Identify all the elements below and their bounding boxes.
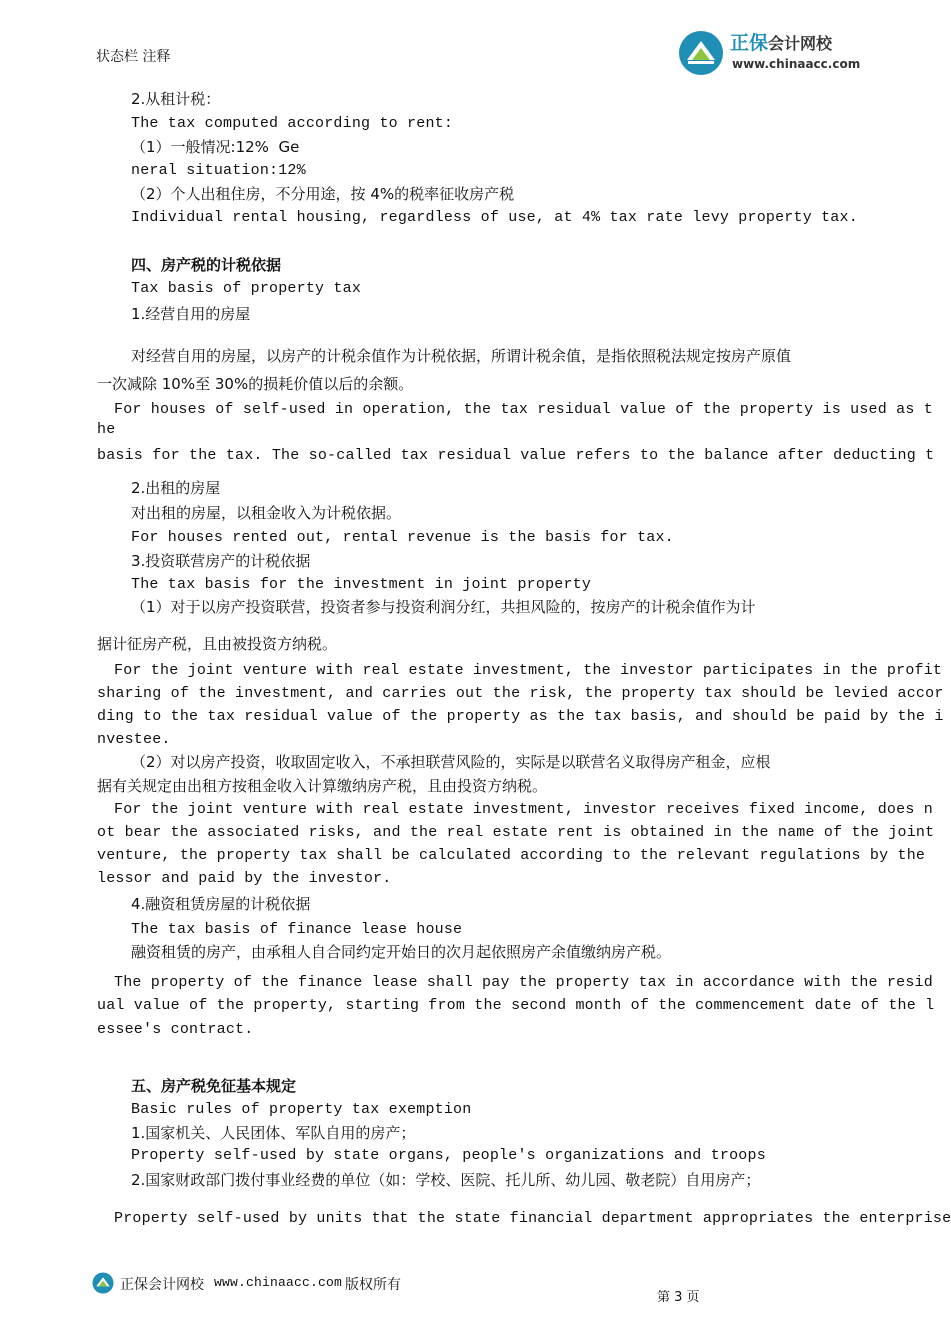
paragraph-zh: （2）个人出租住房，不分用途，按 4%的税率征收房产税	[131, 185, 515, 203]
footer-url[interactable]: www.chinaacc.com	[214, 1275, 343, 1290]
subsection-heading: 2.出租的房屋	[131, 479, 221, 497]
paragraph-en: The tax basis for the investment in joint property	[131, 576, 592, 593]
paragraph-en: For the joint venture with real estate investment, the investor participates in the profit	[114, 662, 943, 679]
paragraph-zh: 对出租的房屋，以租金收入为计税依据。	[131, 504, 402, 522]
section-title: 四、房产税的计税依据	[131, 256, 282, 274]
subsection-heading: 4.融资租赁房屋的计税依据	[131, 895, 311, 913]
paragraph-en: The tax computed according to rent:	[131, 115, 454, 132]
header-corner-fragment: 状态栏 注释	[96, 49, 171, 65]
cut-line: 对经营自用的房屋，以房产的计税余值作为计税依据，所谓计税余值，是指依照税法规定按房产原值	[131, 347, 792, 365]
paragraph-en: venture, the property tax shall be calculated according to the relevant regulations by the	[97, 847, 926, 864]
subsection-heading: 3.投资联营房产的计税依据	[131, 552, 311, 570]
logo-name-prefix: 正保	[730, 32, 769, 54]
list-item-zh: 1.国家机关、人民团体、军队自用的房产；	[131, 1124, 416, 1142]
paragraph-zh: （1）对于以房产投资联营，投资者参与投资利润分红，共担风险的，按房产的计税余值作为计	[131, 598, 756, 616]
cut-line: basis for the tax. The so-called tax residual value refers to the balance after deducting t	[97, 447, 935, 464]
footer-brand: 正保会计网校	[120, 1277, 204, 1293]
logo-url: www.chinaacc.com	[732, 57, 861, 71]
paragraph-en: For houses rented out, rental revenue is the basis for tax.	[131, 529, 674, 546]
logo-name-suffix: 会计网校	[768, 34, 833, 53]
section-title: 五、房产税免征基本规定	[131, 1077, 297, 1095]
footer	[92, 1270, 852, 1305]
paragraph-en: The property of the finance lease shall pay the property tax in accordance with the resid	[114, 974, 933, 991]
paragraph-en: nvestee.	[97, 731, 171, 748]
cut-line: essee's contract.	[97, 1021, 254, 1038]
paragraph-en: For the joint venture with real estate investment, investor receives fixed income, does n	[114, 801, 933, 818]
list-item-zh: 2.国家财政部门拨付事业经费的单位（如：学校、医院、托儿所、幼儿园、敬老院）自用房产；	[131, 1171, 761, 1189]
paragraph-en: For houses of self-used in operation, the tax residual value of the property is used as t	[114, 401, 933, 418]
paragraph-en: he	[97, 421, 116, 438]
logo-emblem-icon	[678, 30, 724, 76]
paragraph-zh: （2）对以房产投资，收取固定收入，不承担联营风险的，实际是以联营名义取得房产租金，应根	[131, 753, 771, 771]
paragraph-en: The tax basis of finance lease house	[131, 921, 463, 938]
page-number: 第 3 页	[657, 1290, 700, 1305]
paragraph-en: ding to the tax residual value of the property as the tax basis, and should be paid by the i	[97, 708, 944, 725]
footer-rights: 版权所有	[345, 1277, 401, 1293]
section-title-en: Tax basis of property tax	[131, 280, 362, 297]
paragraph-zh: 据计征房产税，且由被投资方纳税。	[97, 635, 338, 653]
cut-line: 融资租赁的房产，由承租人自合同约定开始日的次月起依照房产余值缴纳房产税。	[131, 943, 672, 961]
paragraph-en: ot bear the associated risks, and the real estate rent is obtained in the name of the joint	[97, 824, 935, 841]
paragraph-zh: 据有关规定由出租方按租金收入计算缴纳房产税，且由投资方纳税。	[97, 777, 548, 795]
paragraph-zh: （1）一般情况:12% Ge	[131, 138, 300, 156]
cut-line: lessor and paid by the investor.	[97, 870, 392, 887]
paragraph-en: Individual rental housing, regardless of use, at 4% tax rate levy property tax.	[131, 209, 858, 226]
list-item-en: Property self-used by state organs, people's organizations and troops	[131, 1147, 766, 1164]
section-heading: 2.从租计税：	[131, 90, 221, 108]
paragraph-zh: 一次减除 10%至 30%的损耗价值以后的余额。	[97, 375, 414, 393]
header-logo[interactable]	[678, 29, 868, 77]
paragraph-en: ual value of the property, starting from the second month of the commencement date of the l	[97, 997, 935, 1014]
footer-logo-icon	[92, 1272, 114, 1294]
cut-line: Property self-used by units that the state financial department appropriates the enterprise	[114, 1210, 951, 1227]
section-title-en: Basic rules of property tax exemption	[131, 1101, 472, 1118]
subsection-heading: 1.经营自用的房屋	[131, 305, 251, 323]
paragraph-en: sharing of the investment, and carries out the risk, the property tax should be levied accor	[97, 685, 944, 702]
paragraph-en: neral situation:12%	[131, 162, 306, 179]
